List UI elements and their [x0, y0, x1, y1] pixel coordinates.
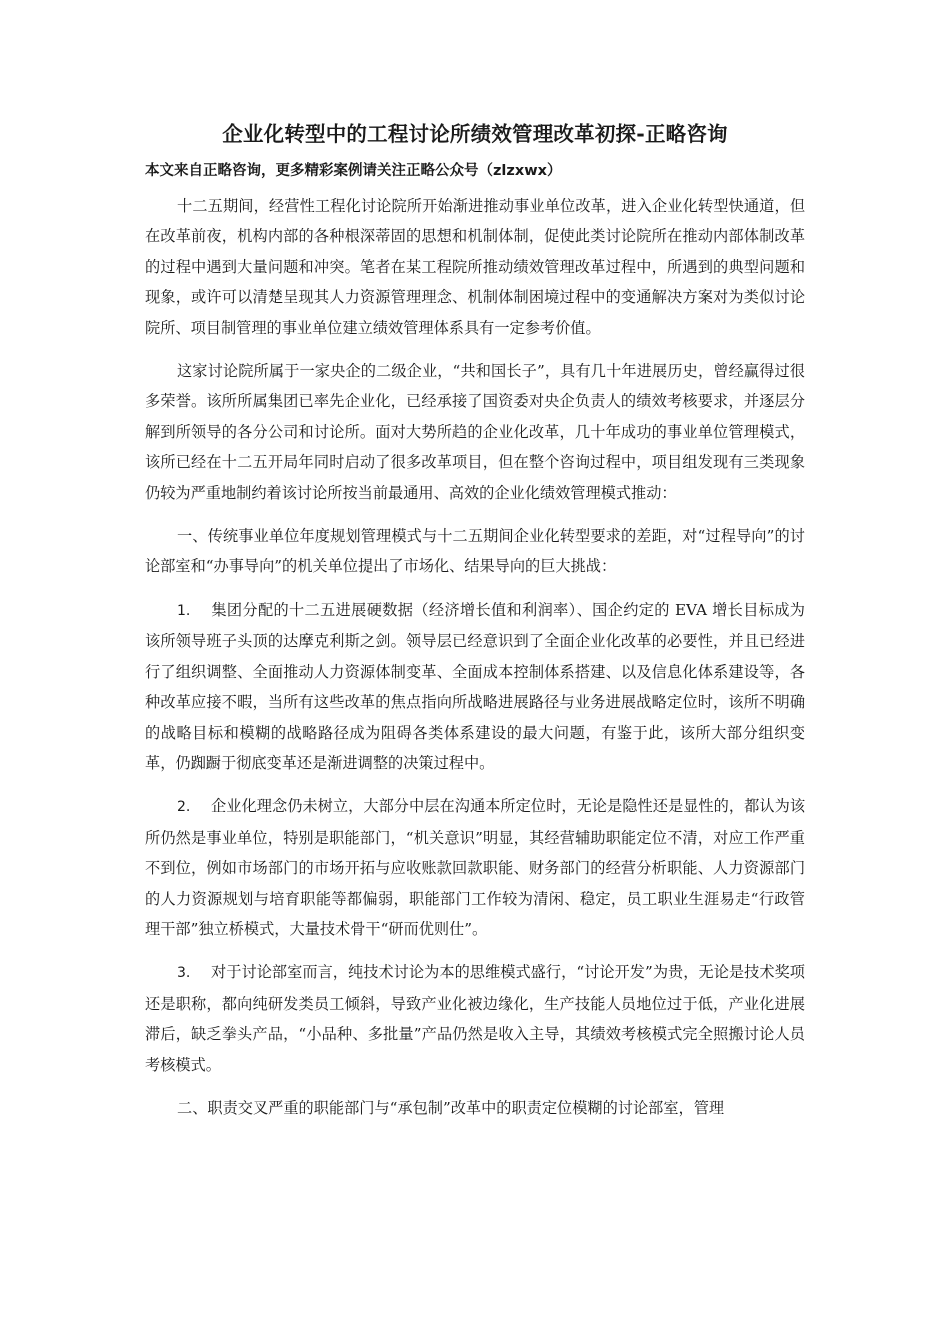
list-item — [145, 791, 805, 944]
paragraph-background: 这家讨论院所属于一家央企的二级企业，“共和国长子”，具有几十年进展历史，曾经赢得过很多荣誉。该所所属集团已率先企业化，已经承接了国资委对央企负责人的绩效考核要求，并逐层分解到所领导的各分公司和讨论所。面对大势所趋的企业化改革，几十年成功的事业单位管理模式，该所已经在十二五开局年同时启动了很多改革项目，但在整个咨询过程中，项目组发现有三类现象仍较为严重地制约着该讨论所按当前最通用、高效的企业化绩效管理模式推动： — [145, 362, 805, 502]
source-line: 本文来自正略咨询，更多精彩案例请关注正略公众号（zlzxwx） — [145, 163, 562, 179]
document-page — [145, 118, 805, 1136]
paragraph-intro: 十二五期间，经营性工程化讨论院所开始渐进推动事业单位改革，进入企业化转型快通道，但在改革前夜，机构内部的各种根深蒂固的思想和机制体制，促使此类讨论院所在推动内部体制改革的过程中遇到大量问题和冲突。笔者在某工程院所推动绩效管理改革过程中，所遇到的典型问题和现象，或许可以清楚呈现其人力资源管理理念、机制体制困境过程中的变通解决方案对为类似讨论院所、项目制管理的事业单位建立绩效管理体系具有一定参考价值。 — [145, 197, 805, 337]
list-item-text: 集团分配的十二五进展硬数据（经济增长值和利润率）、国企约定的 EVA 增长目标成为该所领导班子头顶的达摩克利斯之剑。领导层已经意识到了全面企业化改革的必要性，并且已经进行了组织调整、全面推动人力资源体制变革、全面成本控制体系搭建、以及信息化体系建设等，各种改革应接不暇，当所有这些改革的焦点指向所战略进展路径与业务进展战略定位时，该所不明确的战略目标和模糊的战略路径成为阻碍各类体系建设的最大问题，有鉴于此，该所大部分组织变革，仍踟蹰于彻底变革还是渐进调整的决策过程中。 — [145, 600, 805, 772]
list-item-text: 企业化理念仍未树立，大部分中层在沟通本所定位时，无论是隐性还是显性的，都认为该所仍然是事业单位，特别是职能部门，“机关意识”明显，其经营辅助职能定位不清，对应工作严重不到位，例如市场部门的市场开拓与应收账款回款职能、财务部门的经营分析职能、人力资源部门的人力资源规划与培育职能等都偏弱，职能部门工作较为清闲、稳定，员工职业生涯易走“行政管理干部”独立桥模式，大量技术骨干“研而优则仕”。 — [145, 797, 805, 938]
paragraph-section-one: 一、传统事业单位年度规划管理模式与十二五期间企业化转型要求的差距，对“过程导向”的讨论部室和“办事导向”的机关单位提出了市场化、结果导向的巨大挑战： — [145, 527, 805, 576]
list-item-number: 3. — [177, 965, 191, 982]
list-item-number: 1. — [177, 602, 191, 619]
list-item-number: 2. — [177, 799, 191, 816]
list-item-text: 对于讨论部室而言，纯技术讨论为本的思维模式盛行，“讨论开发”为贵，无论是技术奖项还是职称，都向纯研发类员工倾斜，导致产业化被边缘化，生产技能人员地位过于低，产业化进展滞后，缺乏拳头产品，“小品种、多批量”产品仍然是收入主导，其绩效考核模式完全照搬讨论人员考核模式。 — [145, 963, 805, 1074]
document-title: 企业化转型中的工程讨论所绩效管理改革初探-正略咨询 — [222, 122, 728, 146]
list-item — [145, 595, 805, 778]
paragraph-section-two: 二、职责交叉严重的职能部门与“承包制”改革中的职责定位模糊的讨论部室，管理 — [177, 1098, 725, 1117]
list-item — [145, 957, 805, 1080]
